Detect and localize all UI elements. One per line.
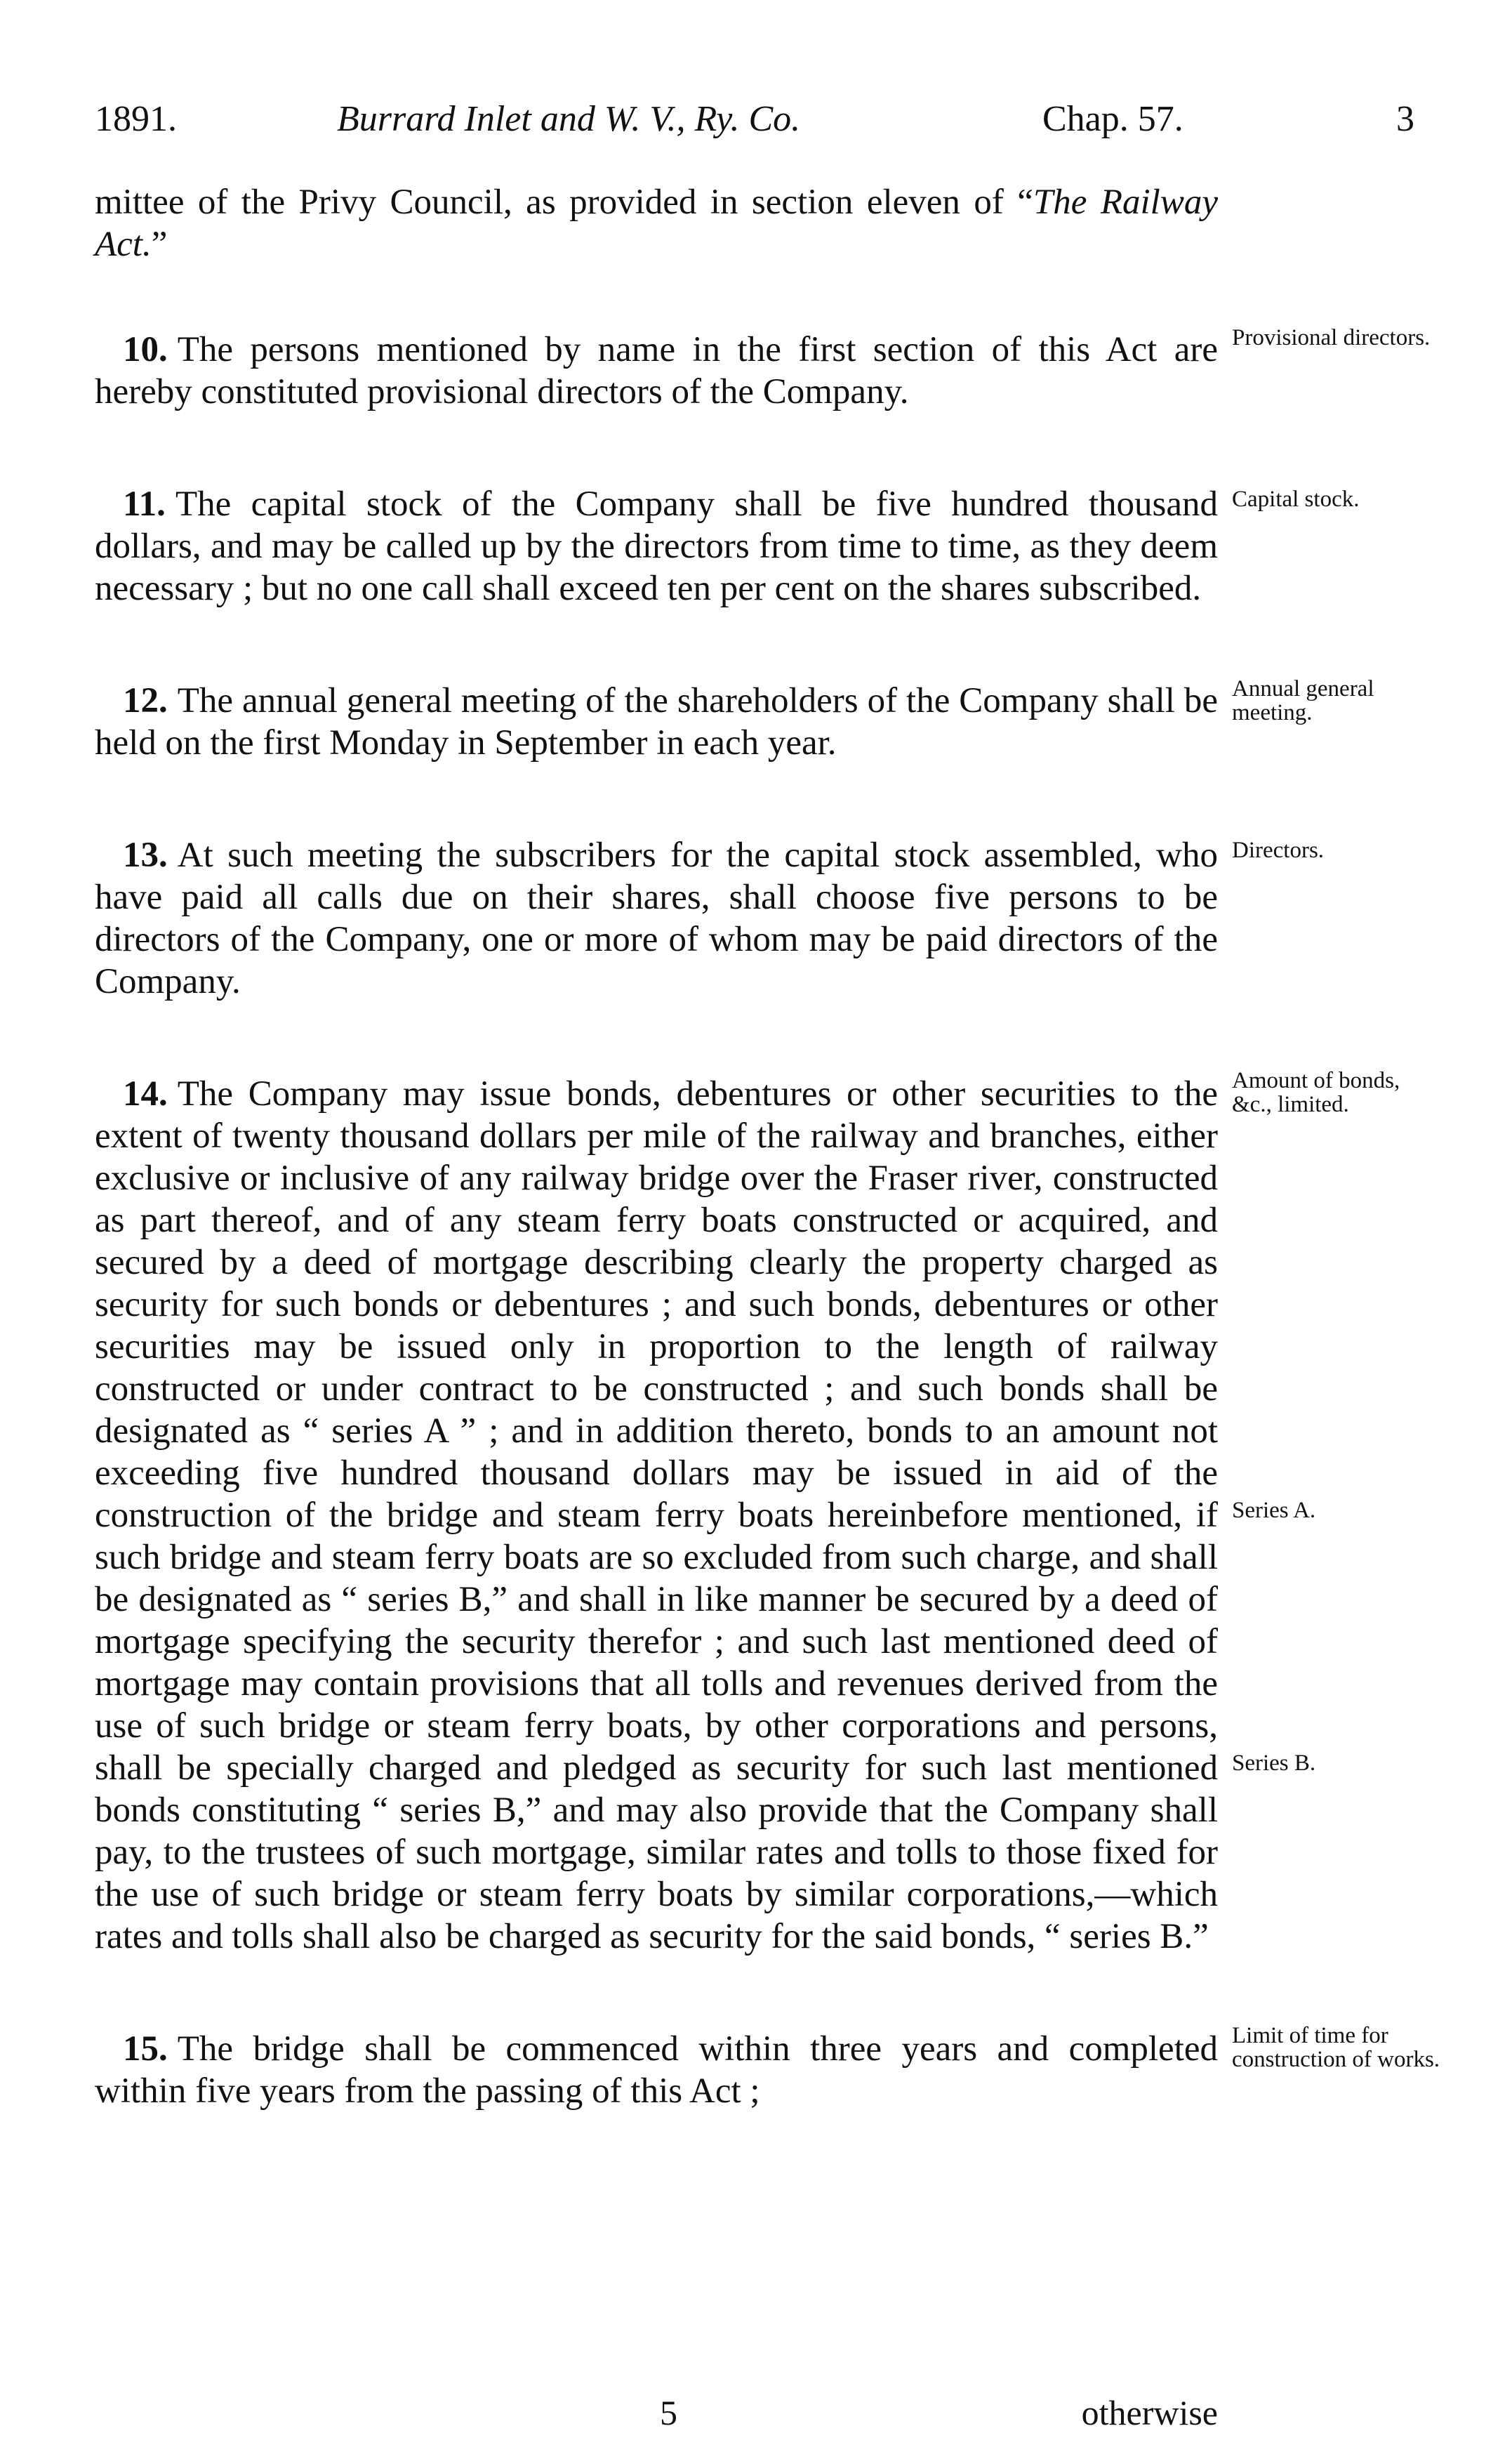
act-title-italic: The Railway Act. — [95, 183, 1218, 264]
marginal-note: Capital stock. — [1232, 487, 1360, 512]
running-header — [95, 98, 1414, 154]
section-text: The bridge shall be commenced within three years and completed within five years from the passing of this Act ; — [95, 2029, 1218, 2111]
body-text — [95, 181, 1440, 2182]
page-footer — [95, 2392, 1218, 2441]
continuation-close: ” — [151, 225, 168, 264]
marginal-note: Limit of time for construction of works. — [1232, 2023, 1440, 2072]
section-text: The capital stock of the Company shall be five hundred thousand dollars, and may be called up by the directors from time to time, as they deem necessary ; but no one call shall exceed ten per cent on the shares subscribed. — [95, 484, 1218, 608]
section-text: The annual general meeting of the shareholders of the Company shall be held on the first Monday in September in each year. — [95, 681, 1218, 763]
marginal-note: Annual general meeting. — [1232, 676, 1374, 725]
section-number: 10. — [123, 330, 168, 369]
section-15 — [95, 2023, 1440, 2112]
header-title: Burrard Inlet and W. V., Ry. Co. — [337, 99, 801, 139]
marginal-note-series-b: Series B. — [1232, 1751, 1316, 1776]
catchword: otherwise — [1081, 2393, 1218, 2432]
section-number: 12. — [123, 681, 168, 720]
signature-mark: 5 — [660, 2393, 677, 2432]
section-number: 14. — [123, 1074, 168, 1114]
section-number: 15. — [123, 2029, 168, 2069]
section-text: The persons mentioned by name in the first section of this Act are hereby constituted provisional directors of the Company. — [95, 330, 1218, 411]
marginal-note: Directors. — [1232, 838, 1325, 863]
section-12 — [95, 676, 1374, 764]
header-chapter: Chap. 57. — [1042, 99, 1183, 139]
section-text: At such meeting the subscribers for the capital stock assembled, who have paid all calls due on their shares, shall choose five persons to be directors of the Company, one or more of whom may be paid directors of the Company. — [95, 836, 1218, 1001]
marginal-note-series-a: Series A. — [1232, 1498, 1316, 1523]
section-text: The Company may issue bonds, debentures or other securities to the extent of twenty thousand dollars per mile of the railway and branches, either exclusive or inclusive of any railway bridge over the Fraser river, constructed as part thereof, and of any steam ferry boats constructed or acquired, and secured by a deed of mortgage describing clearly the property charged as security for such bonds or debentures ; and such bonds, debentures or other securities may be issued only in proportion to the length of railway constructed or under contract to be constructed ; and such bonds shall be designated as “ series A ” ; and in addition thereto, bonds to an amount not exceeding five hundred thousand dollars may be issued in aid of the construction of the bridge and steam ferry boats hereinbefore mentioned, if such bridge and steam ferry boats are so excluded from such charge, and shall be designated as “ series B,” and shall in like manner be secured by a deed of mortgage specifying the security therefor ; and such last mentioned deed of mortgage may contain provisions that all tolls and revenues derived from the use of such bridge or steam ferry boats, by other corporations and persons, shall be specially charged and pledged as security for such last mentioned bonds constituting “ series B,” and may also provide that the Company shall pay, to the trustees of such mortgage, similar rates and tolls to those fixed for the use of such bridge or steam ferry boats by similar corporations,—which rates and tolls shall also be charged as security for the said bonds, “ series B.” — [95, 1074, 1218, 1956]
section-10 — [95, 325, 1431, 413]
marginal-note: Provisional directors. — [1232, 325, 1431, 350]
marginal-note: Amount of bonds, &c., limited. — [1232, 1068, 1400, 1117]
section-number: 13. — [123, 836, 168, 875]
page-number: 3 — [1396, 99, 1414, 139]
section-13 — [95, 834, 1325, 1003]
section-number: 11. — [123, 484, 166, 524]
section-14 — [95, 1068, 1400, 1958]
continuation-paragraph — [95, 181, 1218, 265]
continuation-text: mittee of the Privy Council, as provided in section eleven of “ — [95, 183, 1033, 222]
section-11 — [95, 483, 1360, 609]
header-year: 1891. — [95, 99, 177, 139]
